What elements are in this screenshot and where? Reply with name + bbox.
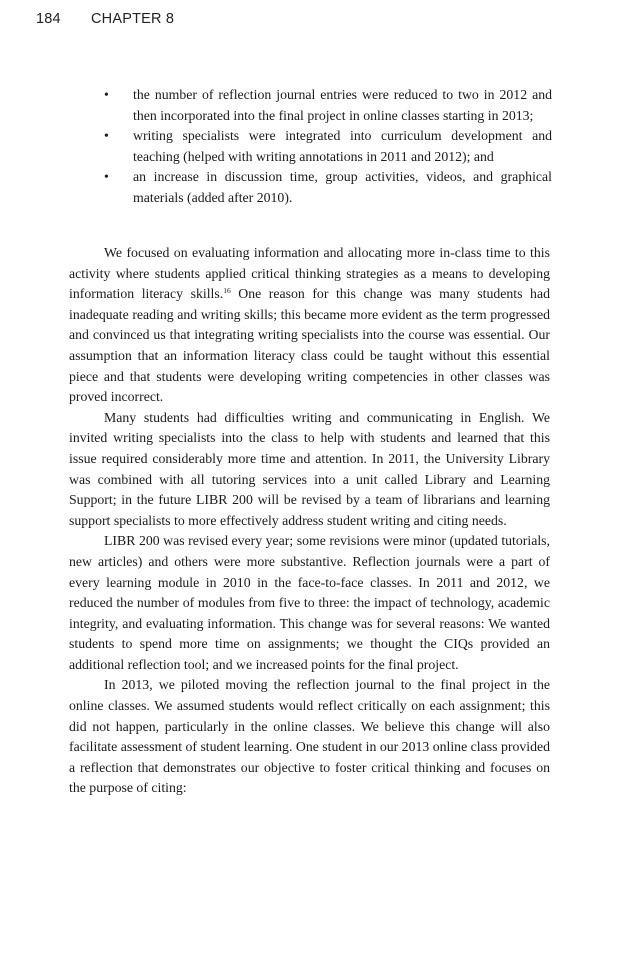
body-text [69,243,550,799]
paragraph: LIBR 200 was revised every year; some revisions were minor (updated tutorials, new articles) and others were more substantive. Reflection journals were a part of every learning module in 2010 in the face-to-face classes. In 2011 and 2012, we reduced the number of modules from five to three: the impact of technology, academic integrity, and evaluating information. This change was for several reasons: We wanted students to spend more time on assignments; we thought the CIQs provided an additional reflection tool; and we increased points for the final project. [69,533,550,672]
paragraph-text: One reason for this change was many students had inadequate reading and writing skills; this became more evident as the term progressed and convinced us that integrating writing specialists into the course was essential. Our assumption that an information literacy class could be taught without this essential piece and that students were developing writing competencies in other classes was proved incorrect. [69,286,550,405]
paragraph [69,243,550,408]
running-header [36,11,174,27]
bullet-item [104,126,552,167]
bullet-text: the number of reflection journal entries were reduced to two in 2012 and then incorporated into the final project in online classes starting in 2013; [133,87,552,123]
bullet-list [104,85,552,209]
bullet-text: an increase in discussion time, group activities, videos, and graphical materials (added after 2010). [133,169,552,205]
paragraph-text: We focused on evaluating information and allocating more in-class time to this activity where students applied critical thinking strategies as a means to developing information literacy skills. [69,245,550,302]
paragraph: Many students had difficulties writing and communicating in English. We invited writing specialists into the class to help with students and learned that this issue required considerably more time and attention. In 2011, the University Library was combined with all tutoring services into a unit called Library and Learning Support; in the future LIBR 200 will be revised by a team of librarians and learning support specialists to more effectively address student writing and citing needs. [69,409,550,528]
page-number: 184 [36,11,61,27]
chapter-title: CHAPTER 8 [91,11,175,27]
bullet-marker: • [104,128,109,144]
paragraph: In 2013, we piloted moving the reflection journal to the final project in the online classes. We assumed students would reflect critically on each assignment; this did not happen, particularly in the online classes. We believe this change will also facilitate assessment of student learning. One student in our 2013 online class provided a reflection that demonstrates our objective to foster critical thinking and focuses on the purpose of citing: [69,677,550,796]
bullet-marker: • [104,169,109,185]
bullet-marker: • [104,87,109,102]
bullet-text: writing specialists were integrated into curriculum development and teaching (helped with writing annotations in 2011 and 2012); and [133,128,552,164]
bullet-item [104,85,552,126]
bullet-item [104,167,552,208]
footnote-reference[interactable]: 16 [223,286,231,296]
